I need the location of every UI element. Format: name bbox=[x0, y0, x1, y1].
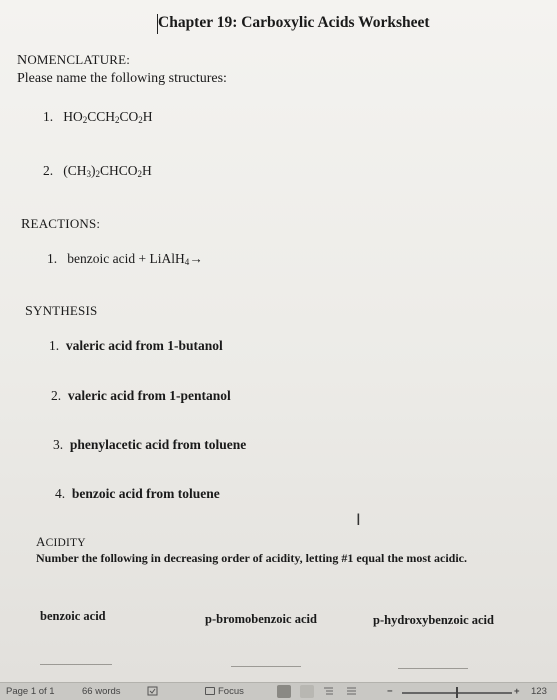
reactions-heading: REACTIONS: bbox=[21, 216, 101, 232]
answer-blank-1[interactable] bbox=[40, 664, 112, 665]
document-title: Chapter 19: Carboxylic Acids Worksheet bbox=[158, 14, 430, 31]
focus-icon bbox=[205, 687, 215, 695]
word-count[interactable]: 66 words bbox=[82, 686, 121, 697]
acidity-compound-1: benzoic acid bbox=[40, 609, 106, 623]
zoom-out-icon[interactable]: − bbox=[387, 686, 393, 697]
web-layout-icon[interactable] bbox=[300, 685, 314, 698]
synthesis-item-2: 2. valeric acid from 1-pentanol bbox=[51, 388, 231, 403]
zoom-in-icon[interactable]: + bbox=[514, 686, 520, 697]
page-count[interactable]: Page 1 of 1 bbox=[6, 686, 55, 697]
reaction-arrow-icon: → bbox=[189, 251, 203, 266]
answer-blank-2[interactable] bbox=[231, 666, 301, 667]
synthesis-item-1: 1. valeric acid from 1-butanol bbox=[49, 338, 223, 353]
zoom-level[interactable]: 123 bbox=[531, 686, 547, 697]
answer-blank-3[interactable] bbox=[398, 668, 468, 669]
print-layout-icon[interactable] bbox=[277, 685, 291, 698]
nomenclature-instruction: Please name the following structures: bbox=[17, 71, 227, 86]
proofing-icon[interactable] bbox=[147, 686, 158, 697]
synthesis-item-4: 4. benzoic acid from toluene bbox=[55, 486, 220, 501]
i-beam-cursor-icon: I bbox=[356, 510, 361, 529]
nomenclature-item-2: 2. $(CH_3)_2CHCO_2H$ bbox=[43, 163, 152, 179]
synthesis-heading: SYNTHESIS bbox=[25, 303, 98, 319]
draft-icon[interactable] bbox=[346, 686, 357, 697]
reactions-item-1: 1. benzoic acid + LiAlH$_4$→ bbox=[47, 251, 203, 267]
outline-icon[interactable] bbox=[323, 686, 334, 697]
focus-button[interactable]: Focus bbox=[205, 686, 244, 697]
acidity-compound-3: p-hydroxybenzoic acid bbox=[373, 613, 494, 627]
status-bar bbox=[0, 682, 557, 700]
nomenclature-item-1: 1. $HO_2CCH_2CO_2H$ bbox=[43, 109, 153, 125]
acidity-instruction: Number the following in decreasing order of acidity, letting #1 equal the most acidic. bbox=[36, 551, 467, 565]
nomenclature-heading: NOMENCLATURE: bbox=[17, 52, 131, 68]
zoom-slider-thumb[interactable] bbox=[456, 687, 458, 698]
acidity-heading: ACIDITY bbox=[36, 534, 86, 549]
synthesis-item-3: 3. phenylacetic acid from toluene bbox=[53, 437, 247, 452]
acidity-compound-2: p-bromobenzoic acid bbox=[205, 612, 317, 626]
